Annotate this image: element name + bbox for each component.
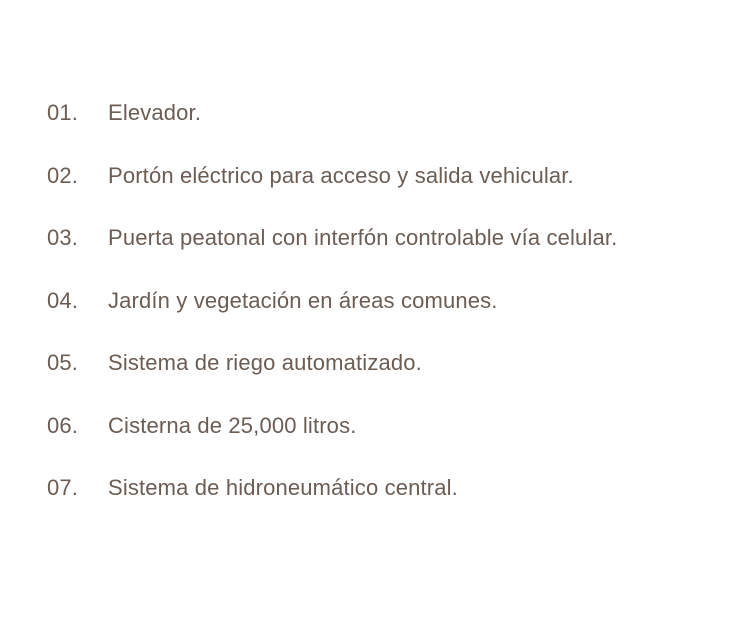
list-item <box>47 475 617 538</box>
item-text: Portón eléctrico para acceso y salida vehicular. <box>108 162 574 188</box>
item-text: Sistema de riego automatizado. <box>108 350 422 375</box>
item-text: Elevador. <box>108 100 202 125</box>
list-item <box>47 350 617 413</box>
item-number: 04. <box>47 287 79 313</box>
list-item <box>47 413 617 476</box>
item-number: 01. <box>47 100 79 125</box>
item-text: Cisterna de 25,000 litros. <box>108 412 357 438</box>
list-item <box>47 225 617 288</box>
list-item <box>47 100 617 163</box>
item-text: Sistema de hidroneumático central. <box>108 475 458 500</box>
item-number: 05. <box>47 350 79 375</box>
amenities-list <box>47 100 617 538</box>
item-number: 03. <box>47 225 79 250</box>
list-item <box>47 163 617 226</box>
item-number: 07. <box>47 475 79 500</box>
item-text: Puerta peatonal con interfón controlable vía celular. <box>108 225 618 250</box>
item-number: 06. <box>47 412 79 438</box>
list-item <box>47 288 617 351</box>
item-text: Jardín y vegetación en áreas comunes. <box>108 287 498 313</box>
item-number: 02. <box>47 162 79 188</box>
